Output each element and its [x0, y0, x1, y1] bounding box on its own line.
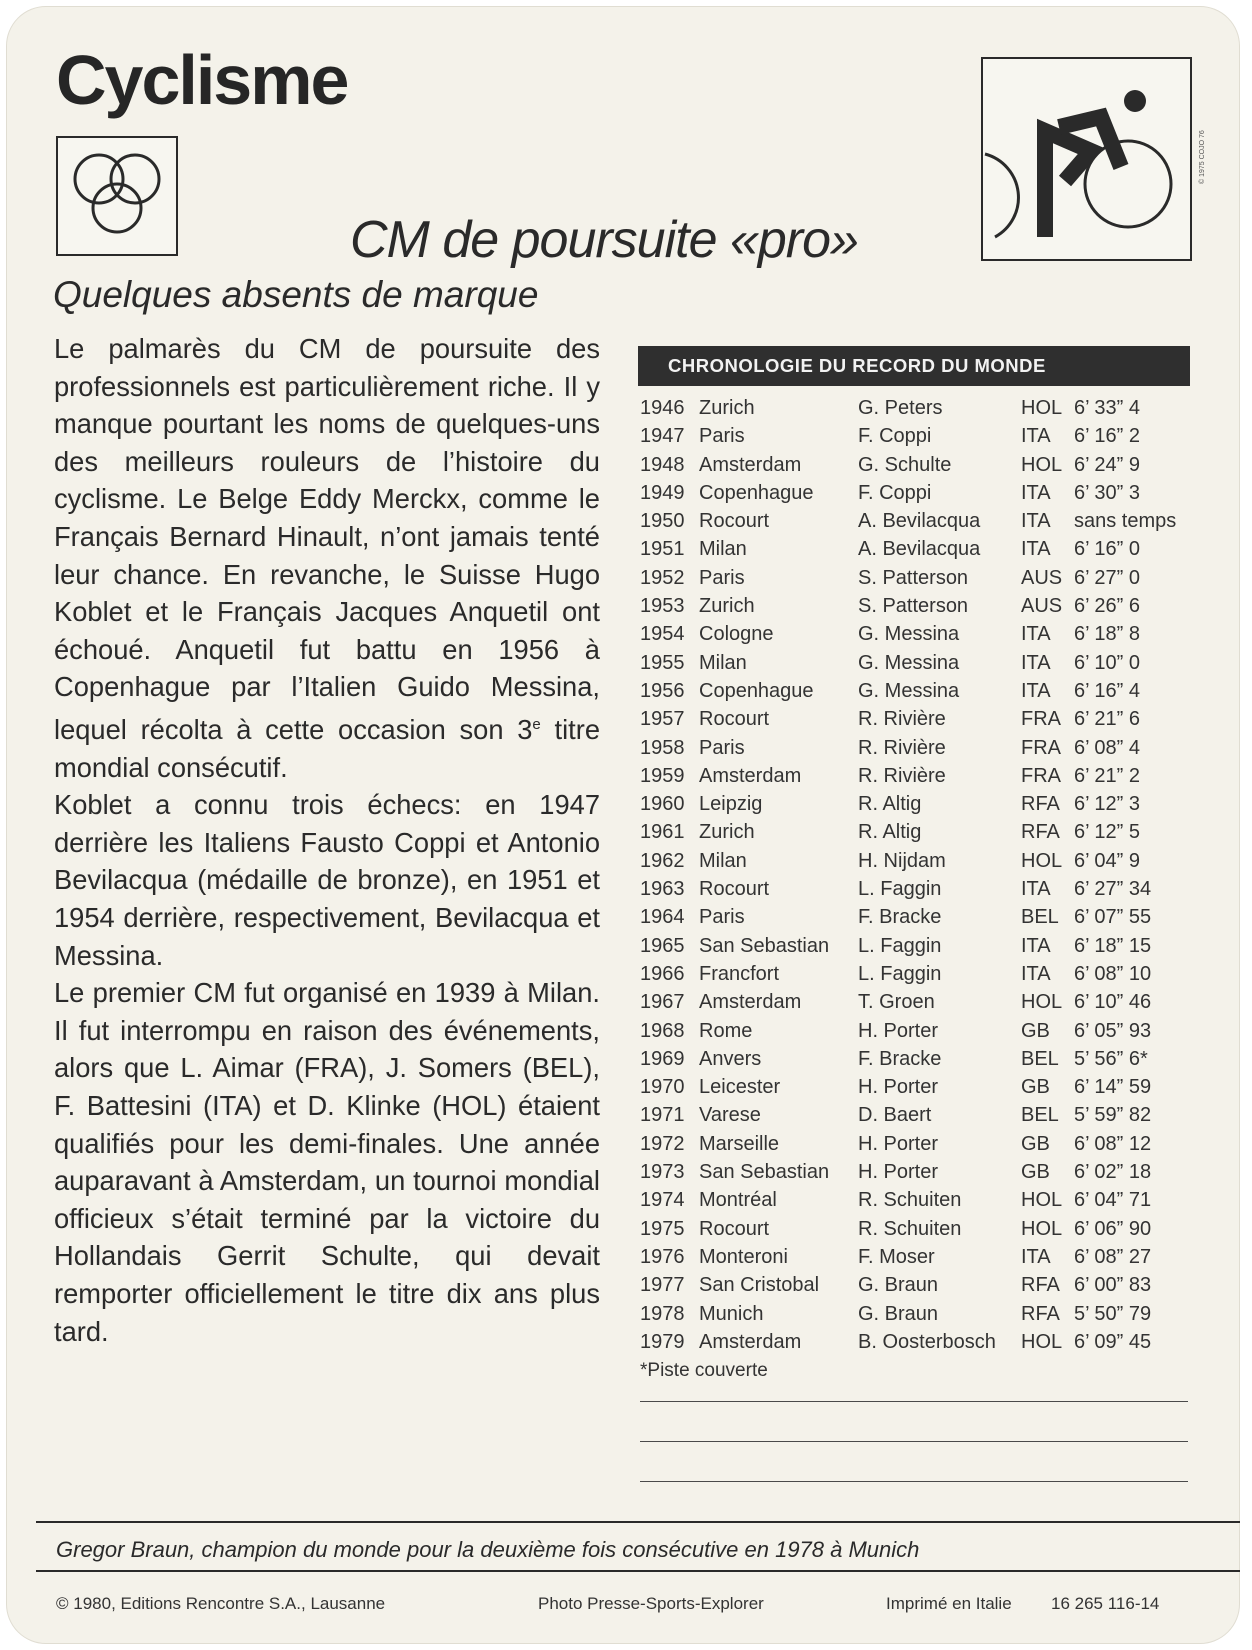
record-time: 6’ 18” 8 [1074, 623, 1140, 646]
record-city: Paris [699, 906, 745, 929]
record-city: San Sebastian [699, 934, 830, 957]
divider [640, 1401, 1188, 1402]
record-nation: BEL [1021, 1104, 1059, 1127]
record-year: 1965 [640, 934, 685, 957]
record-city: Cologne [699, 623, 774, 646]
record-rider: F. Bracke [858, 906, 942, 929]
record-city: Zurich [699, 397, 755, 419]
record-nation: RFA [1021, 821, 1060, 844]
record-time: 6’ 10” 46 [1074, 991, 1152, 1014]
record-city: Copenhague [699, 679, 814, 702]
record-time: 6’ 00” 83 [1074, 1274, 1152, 1297]
record-nation: ITA [1021, 651, 1051, 674]
record-time: 6’ 04” 71 [1074, 1189, 1152, 1212]
records-table [640, 394, 1200, 1356]
record-nation: AUS [1021, 566, 1063, 589]
record-rider: G. Peters [858, 397, 943, 419]
record-nation: ITA [1021, 481, 1051, 504]
record-city: San Cristobal [699, 1274, 820, 1297]
table-row [640, 734, 1200, 762]
record-nation: GB [1021, 1161, 1050, 1184]
record-city: Rocourt [699, 878, 770, 901]
table-row [640, 1300, 1200, 1328]
table-row [640, 932, 1200, 960]
record-year: 1967 [640, 991, 685, 1014]
record-year: 1978 [640, 1302, 685, 1325]
record-rider: S. Patterson [858, 595, 969, 618]
record-time: 6’ 12” 3 [1074, 793, 1140, 816]
table-row [640, 960, 1200, 988]
table-row [640, 1130, 1200, 1158]
record-nation: ITA [1021, 425, 1051, 448]
record-rider: R. Schuiten [858, 1189, 962, 1212]
record-nation: HOL [1021, 397, 1063, 419]
record-year: 1964 [640, 906, 685, 929]
table-row [640, 1243, 1200, 1271]
record-city: Marseille [699, 1132, 780, 1155]
record-rider: T. Groen [858, 991, 935, 1014]
record-year: 1960 [640, 793, 685, 816]
record-nation: ITA [1021, 623, 1051, 646]
record-year: 1951 [640, 538, 685, 561]
record-nation: GB [1021, 1019, 1050, 1042]
table-row [640, 564, 1200, 592]
record-city: Amsterdam [699, 764, 802, 787]
record-city: Amsterdam [699, 1330, 802, 1353]
table-row [640, 507, 1200, 535]
record-nation: ITA [1021, 878, 1051, 901]
table-row [640, 875, 1200, 903]
record-city: Amsterdam [699, 991, 802, 1014]
record-city: Paris [699, 425, 745, 448]
record-rider: R. Rivière [858, 736, 946, 759]
table-row [640, 620, 1200, 648]
table-row [640, 649, 1200, 677]
record-time: 5’ 59” 82 [1074, 1104, 1152, 1127]
record-nation: ITA [1021, 510, 1051, 533]
record-year: 1952 [640, 566, 685, 589]
record-rider: D. Baert [858, 1104, 932, 1127]
table-row [640, 790, 1200, 818]
record-rider: G. Braun [858, 1302, 939, 1325]
record-nation: ITA [1021, 934, 1051, 957]
record-rider: G. Messina [858, 679, 960, 702]
article-paragraph [54, 330, 600, 786]
record-time: 6’ 16” 2 [1074, 425, 1140, 448]
copyright: © 1980, Editions Rencontre S.A., Lausanne [56, 1594, 386, 1613]
record-nation: ITA [1021, 962, 1051, 985]
records-table-heading: CHRONOLOGIE DU RECORD DU MONDE [638, 346, 1190, 386]
record-rider: A. Bevilacqua [858, 510, 981, 533]
ordinal-suffix: e [532, 715, 541, 733]
caption-divider [36, 1570, 1240, 1572]
caption-divider [36, 1521, 1240, 1523]
record-nation: RFA [1021, 1274, 1060, 1297]
record-city: Rocourt [699, 708, 770, 731]
record-time: 6’ 07” 55 [1074, 906, 1152, 929]
table-row [640, 1045, 1200, 1073]
table-row [640, 818, 1200, 846]
record-city: Francfort [699, 962, 780, 985]
record-year: 1963 [640, 878, 685, 901]
table-row [640, 422, 1200, 450]
page-subtitle: Quelques absents de marque [53, 274, 539, 315]
record-city: Rome [699, 1019, 753, 1042]
photo-credit: Photo Presse-Sports-Explorer [538, 1594, 764, 1613]
record-city: Rocourt [699, 1217, 770, 1240]
record-rider: S. Patterson [858, 566, 969, 589]
record-nation: HOL [1021, 991, 1063, 1014]
record-year: 1977 [640, 1274, 685, 1297]
record-nation: FRA [1021, 708, 1061, 731]
record-rider: R. Rivière [858, 708, 946, 731]
record-nation: HOL [1021, 453, 1063, 476]
record-city: San Sebastian [699, 1161, 830, 1184]
record-year: 1972 [640, 1132, 685, 1155]
record-nation: BEL [1021, 1047, 1059, 1070]
divider [640, 1481, 1188, 1482]
page-title: CM de poursuite «pro» [350, 211, 858, 269]
record-rider: G. Messina [858, 623, 960, 646]
record-nation: AUS [1021, 595, 1063, 618]
record-rider: F. Bracke [858, 1047, 942, 1070]
table-row [640, 677, 1200, 705]
record-city: Copenhague [699, 481, 814, 504]
record-rider: H. Porter [858, 1161, 939, 1184]
table-row [640, 903, 1200, 931]
record-time: 6’ 05” 93 [1074, 1019, 1152, 1042]
record-time: 6’ 08” 27 [1074, 1245, 1152, 1268]
card-code: 16 265 116-14 [1051, 1594, 1160, 1613]
record-time: sans temps [1074, 510, 1177, 533]
record-city: Paris [699, 736, 745, 759]
table-row [640, 988, 1200, 1016]
record-city: Munich [699, 1302, 764, 1325]
record-nation: GB [1021, 1076, 1050, 1099]
record-city: Zurich [699, 821, 755, 844]
record-rider: F. Moser [858, 1245, 935, 1268]
record-time: 6’ 30” 3 [1074, 481, 1140, 504]
record-year: 1954 [640, 623, 685, 646]
record-rider: R. Rivière [858, 764, 946, 787]
record-time: 6’ 27” 34 [1074, 878, 1152, 901]
record-year: 1953 [640, 595, 685, 618]
record-nation: HOL [1021, 1330, 1063, 1353]
record-time: 6’ 09” 45 [1074, 1330, 1152, 1353]
table-row [640, 1101, 1200, 1129]
article-paragraph: Koblet a connu trois échecs: en 1947 derrière les Italiens Fausto Coppi et Antonio Bevilacqua (médaille de bronze), en 1951 et 1954 derrière, respectivement, Bevilacqua et Messina. [54, 789, 600, 971]
record-rider: A. Bevilacqua [858, 538, 981, 561]
record-time: 6’ 14” 59 [1074, 1076, 1152, 1099]
record-rider: B. Oosterbosch [858, 1330, 996, 1353]
record-time: 6’ 21” 2 [1074, 764, 1140, 787]
record-rider: F. Coppi [858, 425, 932, 448]
olympic-rings-icon [56, 136, 178, 256]
record-time: 5’ 56” 6* [1074, 1047, 1148, 1070]
record-nation: RFA [1021, 793, 1060, 816]
record-year: 1948 [640, 453, 685, 476]
record-time: 6’ 08” 10 [1074, 962, 1152, 985]
record-year: 1962 [640, 849, 685, 872]
record-time: 6’ 10” 0 [1074, 651, 1140, 674]
divider [640, 1441, 1188, 1442]
record-city: Milan [699, 538, 747, 561]
record-time: 6’ 08” 12 [1074, 1132, 1152, 1155]
record-city: Leicester [699, 1076, 781, 1099]
record-year: 1974 [640, 1189, 685, 1212]
record-year: 1979 [640, 1330, 685, 1353]
paragraph-text: titre mondial consécutif. [54, 714, 600, 783]
record-city: Zurich [699, 595, 755, 618]
record-rider: L. Faggin [858, 934, 942, 957]
record-rider: H. Porter [858, 1132, 939, 1155]
printer-note: Imprimé en Italie [886, 1594, 1012, 1613]
record-rider: R. Altig [858, 793, 922, 816]
record-nation: RFA [1021, 1302, 1060, 1325]
record-nation: ITA [1021, 538, 1051, 561]
record-nation: BEL [1021, 906, 1059, 929]
record-nation: HOL [1021, 1217, 1063, 1240]
record-year: 1955 [640, 651, 685, 674]
record-city: Milan [699, 651, 747, 674]
record-city: Rocourt [699, 510, 770, 533]
record-nation: HOL [1021, 849, 1063, 872]
record-year: 1957 [640, 708, 685, 731]
record-time: 6’ 33” 4 [1074, 397, 1140, 419]
record-year: 1961 [640, 821, 685, 844]
record-city: Amsterdam [699, 453, 802, 476]
record-rider: H. Porter [858, 1019, 939, 1042]
record-nation: ITA [1021, 679, 1051, 702]
table-row [640, 394, 1200, 422]
table-row [640, 535, 1200, 563]
record-year: 1946 [640, 397, 685, 419]
record-rider: H. Nijdam [858, 849, 946, 872]
record-year: 1956 [640, 679, 685, 702]
table-row [640, 1328, 1200, 1356]
table-row [640, 1017, 1200, 1045]
record-nation: ITA [1021, 1245, 1051, 1268]
record-nation: FRA [1021, 736, 1061, 759]
photo-caption: Gregor Braun, champion du monde pour la deuxième fois consécutive en 1978 à Munich [56, 1537, 920, 1562]
record-time: 6’ 26” 6 [1074, 595, 1140, 618]
record-year: 1949 [640, 481, 685, 504]
table-footnote: *Piste couverte [640, 1360, 768, 1381]
record-time: 6’ 02” 18 [1074, 1161, 1152, 1184]
record-rider: G. Schulte [858, 453, 952, 476]
record-rider: R. Schuiten [858, 1217, 962, 1240]
record-city: Varese [699, 1104, 761, 1127]
record-nation: HOL [1021, 1189, 1063, 1212]
table-row [640, 1186, 1200, 1214]
article-paragraph: Le premier CM fut organisé en 1939 à Milan. Il fut interrompu en raison des événements, alors que L. Aimar (FRA), J. Somers (BEL), F. Battesini (ITA) et D. Klinke (HOL) étaient qualifiés pour les demi-finales. Une année auparavant à Amsterdam, un tournoi mondial officieux s’était terminé par la victoire du Hollandais Gerrit Schulte, qui devait remporter officiellement le titre dix ans plus tard. [54, 977, 600, 1347]
record-year: 1969 [640, 1047, 685, 1070]
record-time: 6’ 21” 6 [1074, 708, 1140, 731]
sport-title: Cyclisme [56, 41, 348, 119]
record-time: 6’ 06” 90 [1074, 1217, 1152, 1240]
record-rider: L. Faggin [858, 962, 942, 985]
record-nation: GB [1021, 1132, 1050, 1155]
table-row [640, 762, 1200, 790]
record-time: 6’ 18” 15 [1074, 934, 1152, 957]
record-time: 6’ 12” 5 [1074, 821, 1140, 844]
record-year: 1975 [640, 1217, 685, 1240]
record-city: Milan [699, 849, 747, 872]
record-rider: G. Messina [858, 651, 960, 674]
cyclist-pictogram-icon [981, 57, 1192, 261]
table-row [640, 1215, 1200, 1243]
record-time: 6’ 16” 4 [1074, 679, 1140, 702]
record-year: 1966 [640, 962, 685, 985]
record-rider: F. Coppi [858, 481, 932, 504]
record-year: 1947 [640, 425, 685, 448]
table-row [640, 847, 1200, 875]
record-rider: R. Altig [858, 821, 922, 844]
table-row [640, 1158, 1200, 1186]
table-row [640, 451, 1200, 479]
table-row [640, 479, 1200, 507]
table-row [640, 1073, 1200, 1101]
record-year: 1976 [640, 1245, 685, 1268]
record-time: 6’ 16” 0 [1074, 538, 1140, 561]
table-row [640, 705, 1200, 733]
pictogram-credit: © 1975 COJO 76 [1199, 130, 1206, 184]
paragraph-text: Le palmarès du CM de poursuite des professionnels est particulièrement riche. Il y manque pourtant les noms de quelques-uns des meilleurs rouleurs de l’histoire du cyclisme. Le Belge Eddy Merckx, comme le Français Bernard Hinault, n’ont jamais tenté leur chance. En revanche, le Suisse Hugo Koblet et le Français Jacques Anquetil ont échoué. Anquetil fut battu en 1956 à Copenhague par l’Italien Guido Messina, lequel récolta à cette occasion son 3 [54, 333, 600, 746]
article-body [54, 330, 600, 1350]
record-rider: L. Faggin [858, 878, 942, 901]
record-year: 1973 [640, 1161, 685, 1184]
record-time: 6’ 27” 0 [1074, 566, 1140, 589]
record-rider: H. Porter [858, 1076, 939, 1099]
record-city: Leipzig [699, 793, 763, 816]
table-row [640, 1271, 1200, 1299]
record-city: Monteroni [699, 1245, 788, 1268]
record-year: 1959 [640, 764, 685, 787]
record-time: 6’ 04” 9 [1074, 849, 1140, 872]
record-city: Anvers [699, 1047, 762, 1070]
record-rider: G. Braun [858, 1274, 939, 1297]
table-row [640, 592, 1200, 620]
record-year: 1970 [640, 1076, 685, 1099]
record-time: 6’ 24” 9 [1074, 453, 1140, 476]
record-year: 1950 [640, 510, 685, 533]
record-time: 5’ 50” 79 [1074, 1302, 1152, 1325]
record-city: Montréal [699, 1189, 777, 1212]
record-year: 1968 [640, 1019, 685, 1042]
record-nation: FRA [1021, 764, 1061, 787]
record-year: 1958 [640, 736, 685, 759]
record-city: Paris [699, 566, 745, 589]
record-year: 1971 [640, 1104, 685, 1127]
record-time: 6’ 08” 4 [1074, 736, 1140, 759]
